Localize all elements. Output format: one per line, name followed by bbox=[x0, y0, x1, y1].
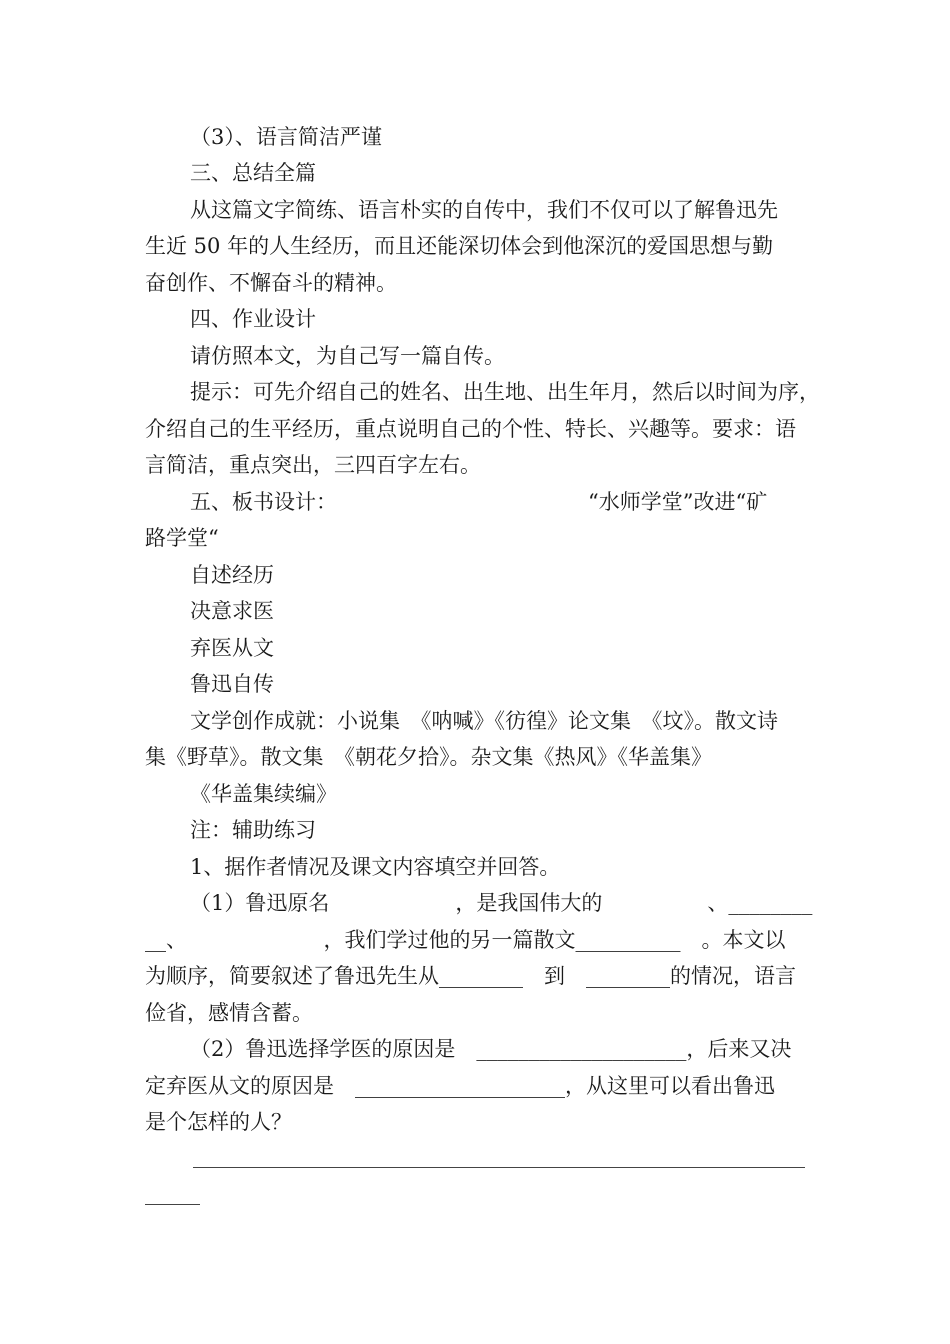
text-line: 奋创作、不懈奋斗的精神。 bbox=[145, 271, 397, 295]
text-line: 集《野草》。散文集 《朝花夕拾》。杂文集《热风》《华盖集》 bbox=[145, 745, 712, 769]
text-line: 提示：可先介绍自己的姓名、出生地、出生年月，然后以时间为序， bbox=[190, 380, 820, 404]
board-item: 自述经历 bbox=[190, 563, 274, 587]
board-item-school-cont: 路学堂“ bbox=[145, 526, 219, 550]
board-item: 鲁迅自传 bbox=[190, 672, 274, 696]
board-item: 弃医从文 bbox=[190, 636, 274, 660]
exercise-line: （1）鲁迅原名 ，是我国伟大的 、________ bbox=[190, 891, 813, 915]
text-line: 介绍自己的生平经历，重点说明自己的个性、特长、兴趣等。要求：语 bbox=[145, 417, 796, 441]
exercise-line: 是个怎样的人？ bbox=[145, 1110, 292, 1134]
answer-blank-line bbox=[193, 1167, 805, 1168]
exercise-line: 定弃医从文的原因是 ____________________，从这里可以看出鲁迅 bbox=[145, 1074, 775, 1098]
board-item-school: “水师学堂”改进“矿 bbox=[588, 490, 768, 514]
note-heading: 注：辅助练习 bbox=[190, 818, 316, 842]
text-line: 生近 50 年的人生经历，而且还能深切体会到他深沉的爱国思想与勤 bbox=[145, 234, 774, 258]
text-line: 文学创作成就：小说集 《呐喊》《彷徨》论文集 《坟》。散文诗 bbox=[190, 709, 778, 733]
text-line: 言简洁，重点突出，三四百字左右。 bbox=[145, 453, 481, 477]
exercise-line: 为顺序，简要叙述了鲁迅先生从________ 到 ________的情况，语言 bbox=[145, 964, 796, 988]
heading-summary: 三、总结全篇 bbox=[190, 161, 316, 185]
heading-board-design: 五、板书设计： bbox=[190, 490, 337, 514]
answer-blank-line-cont bbox=[145, 1204, 200, 1205]
heading-homework: 四、作业设计 bbox=[190, 307, 316, 331]
exercise-line: 俭省，感情含蓄。 bbox=[145, 1001, 313, 1025]
text-line: 请仿照本文，为自己写一篇自传。 bbox=[190, 344, 505, 368]
exercise-line: （2）鲁迅选择学医的原因是 ____________________，后来又决 bbox=[190, 1037, 792, 1061]
text-line: 《华盖集续编》 bbox=[190, 782, 337, 806]
text-line-section-3: （3）、语言简洁严谨 bbox=[190, 125, 382, 149]
exercise-question-1: 1、据作者情况及课文内容填空并回答。 bbox=[190, 855, 561, 879]
exercise-line: __、 ，我们学过他的另一篇散文__________ 。本文以 bbox=[145, 928, 786, 952]
board-item: 决意求医 bbox=[190, 599, 274, 623]
text-line: 从这篇文字简练、语言朴实的自传中，我们不仅可以了解鲁迅先 bbox=[190, 198, 778, 222]
